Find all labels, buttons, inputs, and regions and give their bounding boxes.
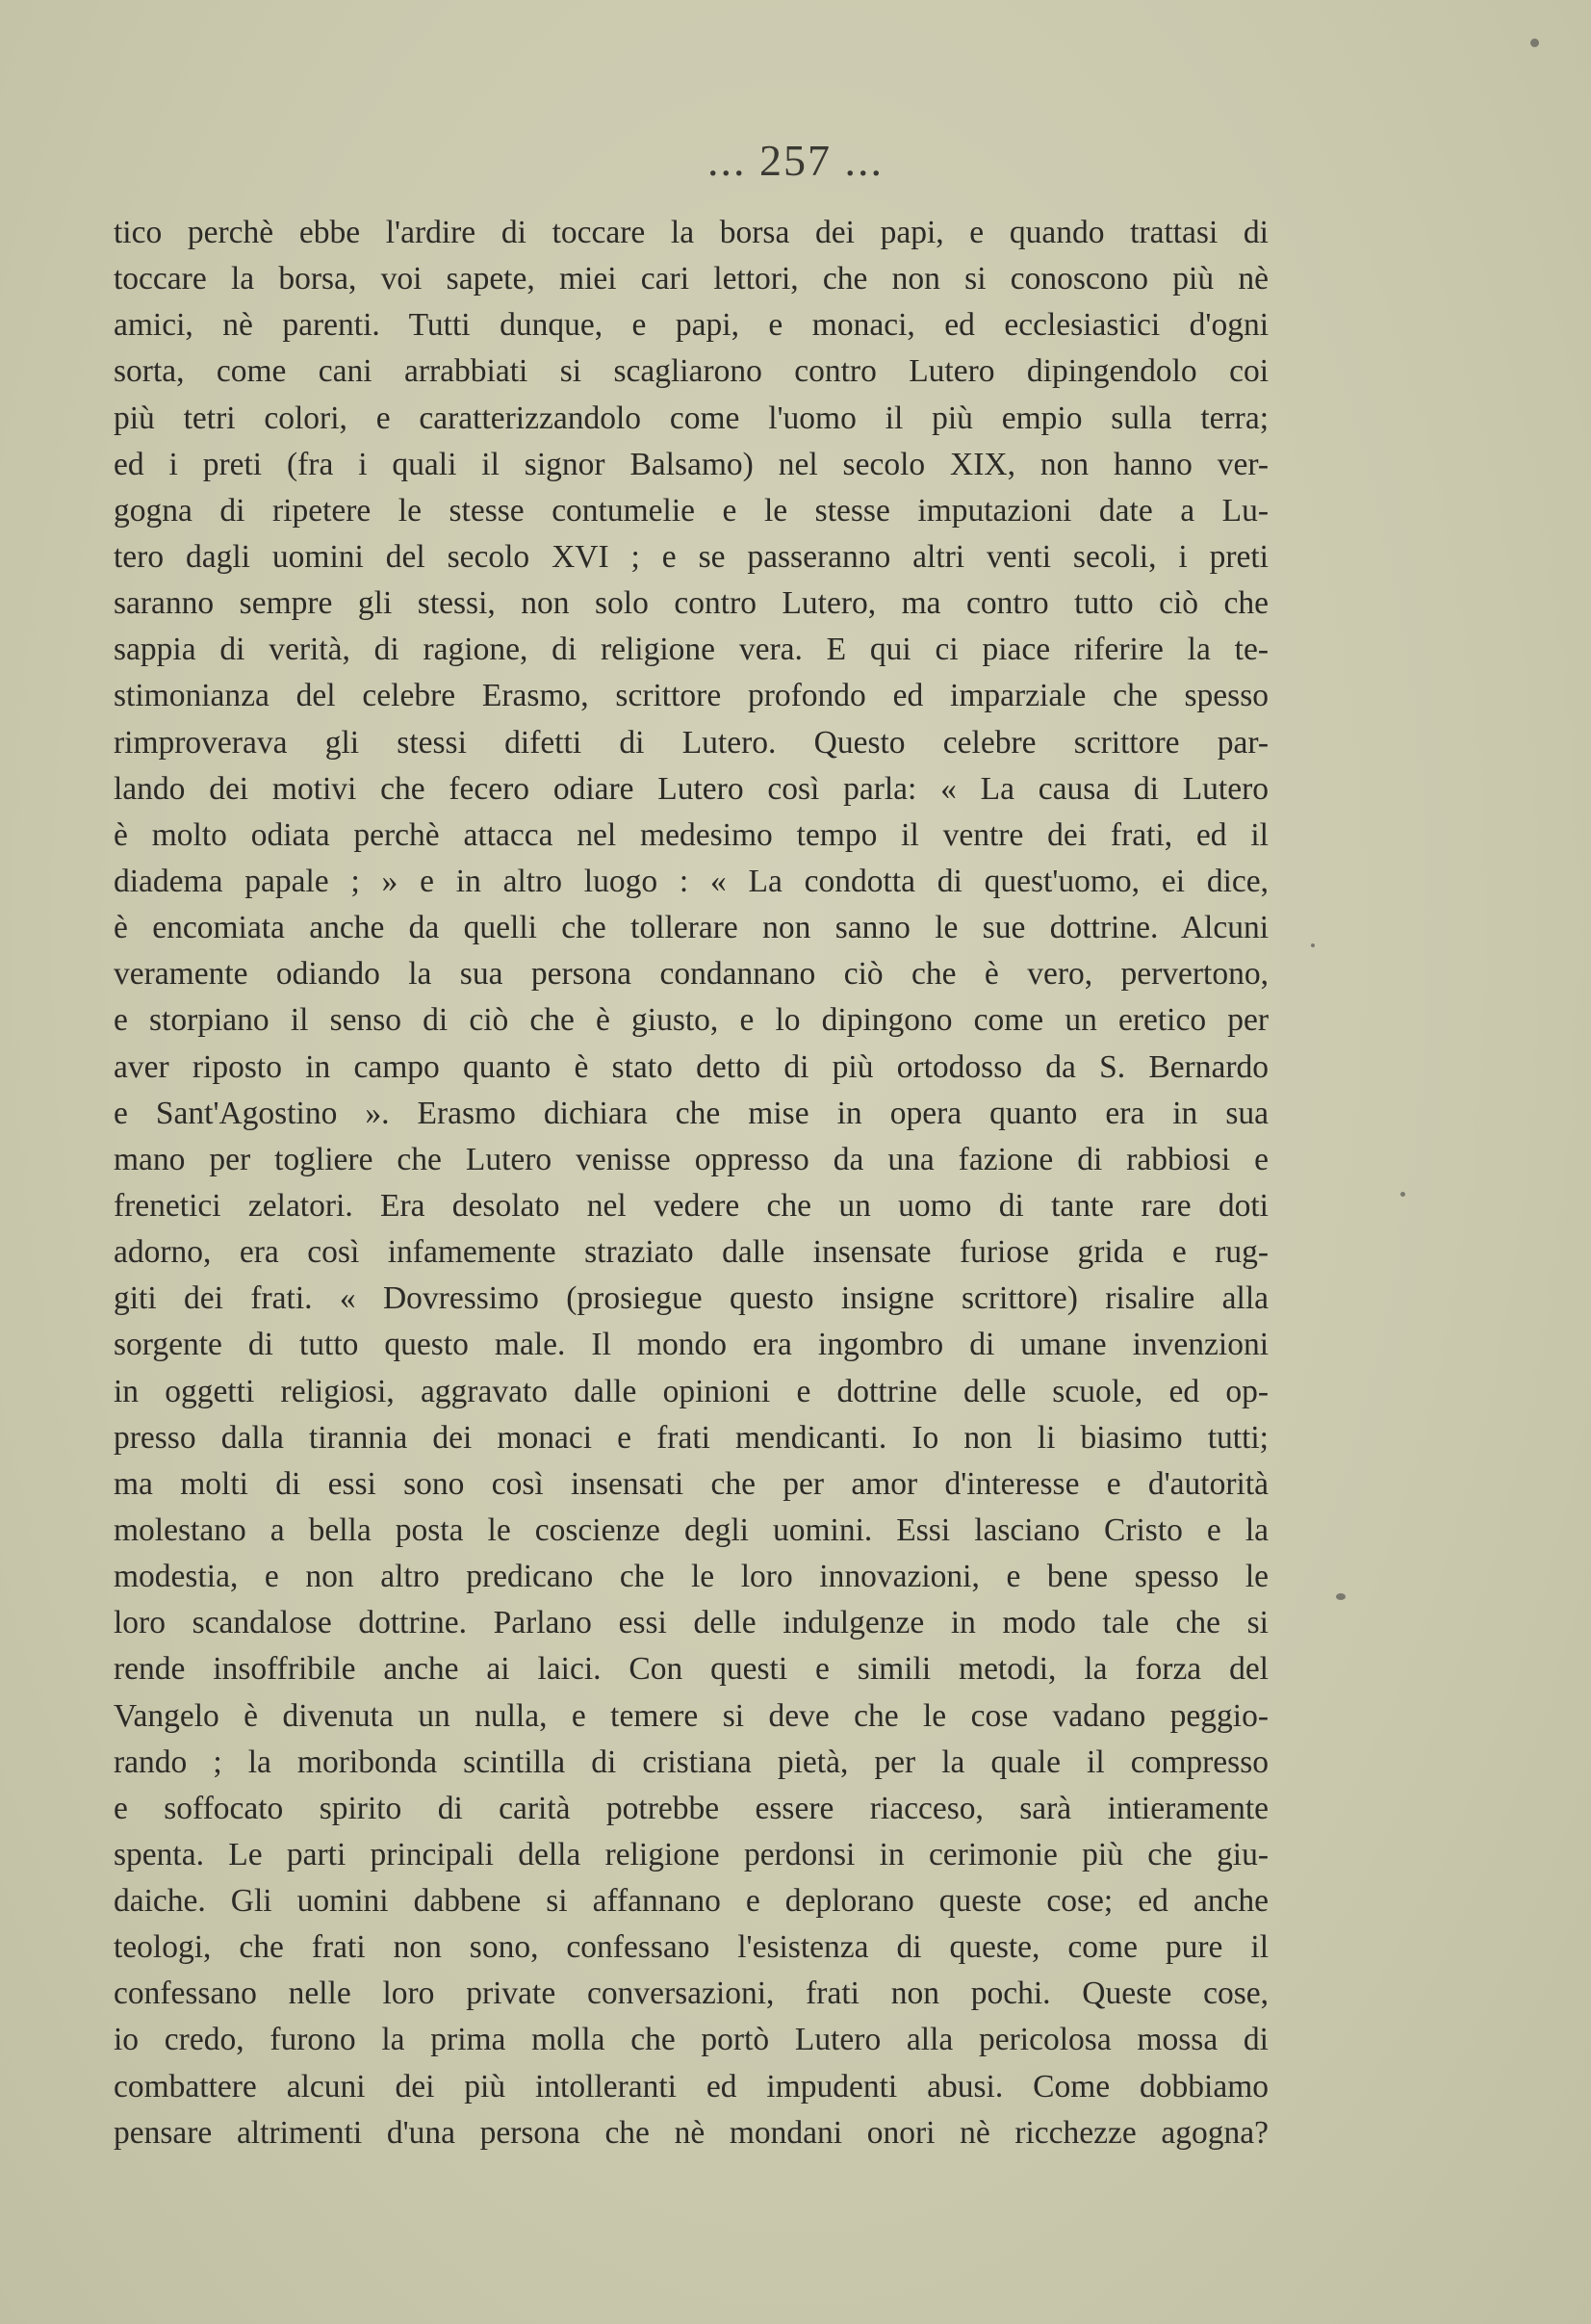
text-line: rimproverava gli stessi difetti di Lutero. Questo celebre scrittore par- (114, 724, 1269, 761)
text-line: io credo, furono la prima molla che portò Lutero alla pericolosa mossa di (114, 2022, 1269, 2058)
text-line: teologi, che frati non sono, confessano l'esistenza di queste, come pure il (114, 1929, 1269, 1966)
text-line: è molto odiata perchè attacca nel medesimo tempo il ventre dei frati, ed il (114, 816, 1269, 853)
text-line: ma molti di essi sono così insensati che per amor d'interesse e d'autorità (114, 1465, 1269, 1502)
text-line: amici, nè parenti. Tutti dunque, e papi, e monaci, ed ecclesiastici d'ogni (114, 307, 1269, 344)
text-line: presso dalla tirannia dei monaci e frati mendicanti. Io non li biasimo tutti; (114, 1419, 1269, 1456)
text-line: mano per togliere che Lutero venisse oppresso da una fazione di rabbiosi e (114, 1141, 1269, 1177)
text-line: frenetici zelatori. Era desolato nel vedere che un uomo di tante rare doti (114, 1187, 1269, 1224)
text-line: è encomiata anche da quelli che tollerare non sanno le sue dottrine. Alcuni (114, 910, 1269, 946)
text-line: pensare altrimenti d'una persona che nè mondani onori nè ricchezze agogna? (114, 2114, 1269, 2151)
text-line: stimonianza del celebre Erasmo, scrittore profondo ed imparziale che spesso (114, 678, 1269, 714)
text-line: confessano nelle loro private conversazioni, frati non pochi. Queste cose, (114, 1975, 1269, 2012)
text-line: spenta. Le parti principali della religione perdonsi in cerimonie più che giu- (114, 1836, 1269, 1872)
paper-speck (1311, 943, 1315, 947)
text-line: Vangelo è divenuta un nulla, e temere si deve che le cose vadano peggio- (114, 1697, 1269, 1734)
text-line: molestano a bella posta le coscienze degli uomini. Essi lasciano Cristo e la (114, 1511, 1269, 1548)
text-line: ed i preti (fra i quali il signor Balsamo) nel secolo XIX, non hanno ver- (114, 446, 1269, 482)
page-number: ... 257 ... (707, 136, 884, 185)
text-line: combattere alcuni dei più intolleranti ed impudenti abusi. Come dobbiamo (114, 2068, 1269, 2105)
text-line: sorgente di tutto questo male. Il mondo era ingombro di umane invenzioni (114, 1327, 1269, 1363)
text-line: saranno sempre gli stessi, non solo contro Lutero, ma contro tutto ciò che (114, 585, 1269, 622)
text-line: in oggetti religiosi, aggravato dalle opinioni e dottrine delle scuole, ed op- (114, 1373, 1269, 1409)
text-line: lando dei motivi che fecero odiare Lutero così parla: « La causa di Lutero (114, 770, 1269, 807)
text-line: tero dagli uomini del secolo XVI ; e se passeranno altri venti secoli, i preti (114, 538, 1269, 575)
paper-speck (1530, 39, 1539, 47)
text-line: tico perchè ebbe l'ardire di toccare la borsa dei papi, e quando trattasi di (114, 215, 1269, 250)
text-line: sappia di verità, di ragione, di religione vera. E qui ci piace riferire la te- (114, 632, 1269, 668)
paper-speck (1336, 1593, 1346, 1600)
text-line: adorno, era così infamemente straziato dalle insensate furiose grida e rug- (114, 1234, 1269, 1271)
text-line: veramente odiando la sua persona condannano ciò che è vero, pervertono, (114, 956, 1269, 993)
text-line: modestia, e non altro predicano che le loro innovazioni, e bene spesso le (114, 1559, 1269, 1595)
text-line: aver riposto in campo quanto è stato detto di più ortodosso da S. Bernardo (114, 1048, 1269, 1085)
text-line: gogna di ripetere le stesse contumelie e le stesse imputazioni date a Lu- (114, 492, 1269, 529)
text-line: sorta, come cani arrabbiati si scagliarono contro Lutero dipingendolo coi (114, 353, 1269, 390)
text-line: e storpiano il senso di ciò che è giusto, e lo dipingono come un eretico per (114, 1002, 1269, 1039)
text-line: e soffocato spirito di carità potrebbe essere riacceso, sarà intieramente (114, 1790, 1269, 1826)
text-line: rando ; la moribonda scintilla di cristiana pietà, per la quale il compresso (114, 1743, 1269, 1780)
text-line: daiche. Gli uomini dabbene si affannano e deplorano queste cose; ed anche (114, 1883, 1269, 1920)
text-line: rende insoffribile anche ai laici. Con questi e simili metodi, la forza del (114, 1651, 1269, 1688)
text-line: toccare la borsa, voi sapete, miei cari lettori, che non si conoscono più nè (114, 261, 1269, 297)
paper-speck (1400, 1192, 1405, 1197)
text-line: diadema papale ; » e in altro luogo : « La condotta di quest'uomo, ei dice, (114, 863, 1269, 899)
text-line: e Sant'Agostino ». Erasmo dichiara che mise in opera quanto era in sua (114, 1095, 1269, 1131)
text-line: più tetri colori, e caratterizzandolo come l'uomo il più empio sulla terra; (114, 400, 1269, 436)
text-line: giti dei frati. « Dovressimo (prosiegue questo insigne scrittore) risalire alla (114, 1280, 1269, 1317)
text-line: loro scandalose dottrine. Parlano essi delle indulgenze in modo tale che si (114, 1605, 1269, 1641)
body-text (114, 210, 1269, 2156)
